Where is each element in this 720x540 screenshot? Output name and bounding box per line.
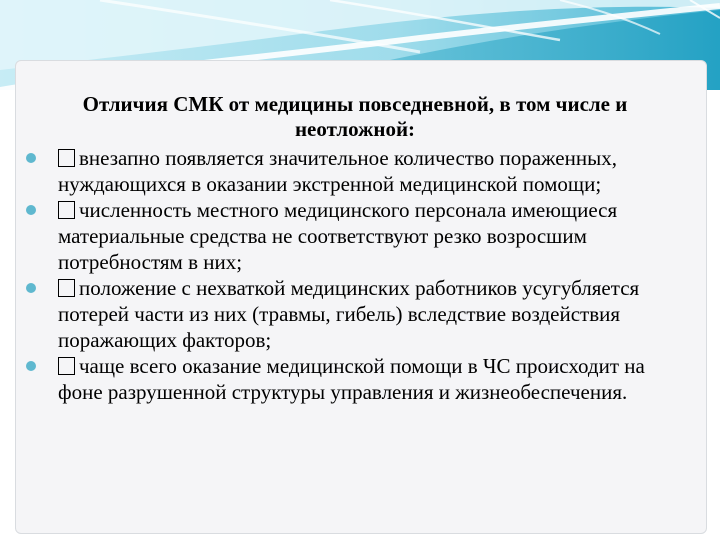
list-item-text: чаще всего оказание медицинской помощи в ЧС происходит на фоне разрушенной структуры управления и жизнеобеспечения. xyxy=(58,354,645,404)
empty-box-glyph-icon xyxy=(58,201,75,219)
list-item-text: положение с нехваткой медицинских работников усугубляется потерей части из них (травмы, гибель) вследствие воздействия поражающих факторов; xyxy=(58,276,640,352)
empty-box-glyph-icon xyxy=(58,149,75,167)
bullet-dot-icon xyxy=(26,283,36,293)
list-item xyxy=(20,275,680,353)
bullet-list xyxy=(20,145,680,405)
bullet-dot-icon xyxy=(26,153,36,163)
bullet-dot-icon xyxy=(26,205,36,215)
slide-title: Отличия СМК от медицины повседневной, в том числе и неотложной: xyxy=(82,92,628,141)
list-item xyxy=(20,197,680,275)
list-item-text: численность местного медицинского персонала имеющиеся материальные средства не соответствуют резко возросшим потребностям в них; xyxy=(58,198,618,274)
list-item-text: внезапно появляется значительное количество пораженных, нуждающихся в оказании экстренной медицинской помощи; xyxy=(58,146,617,196)
empty-box-glyph-icon xyxy=(58,357,75,375)
list-item xyxy=(20,145,680,197)
empty-box-glyph-icon xyxy=(58,279,75,297)
bullet-dot-icon xyxy=(26,361,36,371)
list-item xyxy=(20,353,680,405)
